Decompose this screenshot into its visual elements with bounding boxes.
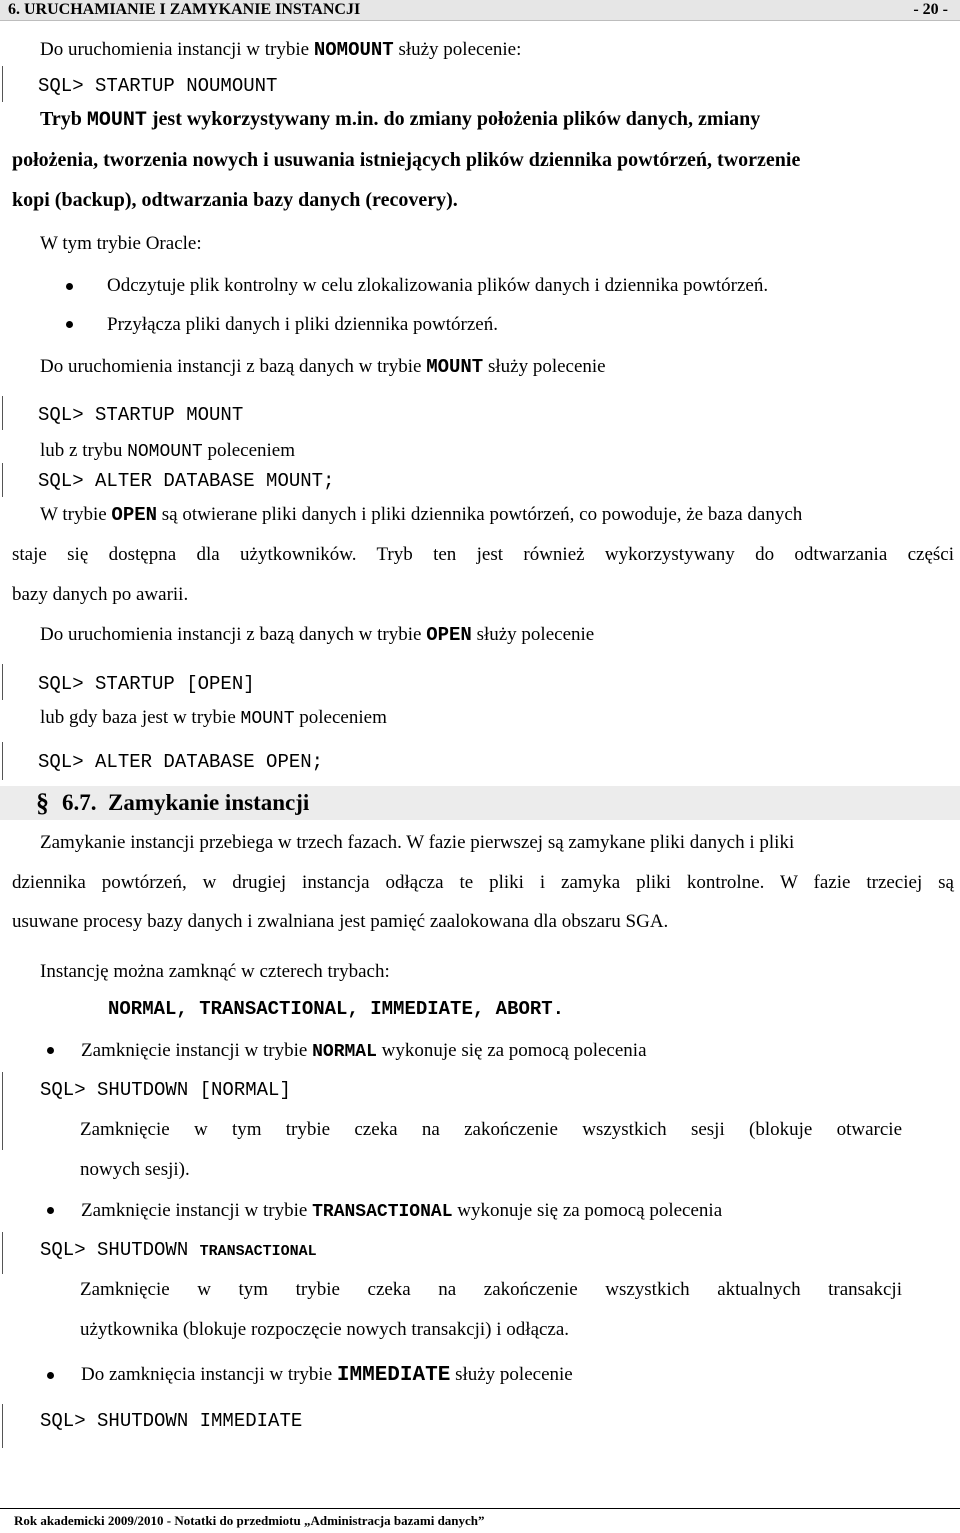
cmd-startup-nomount: SQL> STARTUP NOUMOUNT [38, 75, 278, 97]
modes-list: NORMAL, TRANSACTIONAL, IMMEDIATE, ABORT. [108, 998, 565, 1020]
mount-para-line2: położenia, tworzenia nowych i usuwania istniejących plików dziennika powtórzeń, tworzenie [12, 149, 801, 171]
normal-intro: Zamknięcie instancji w trybie NORMAL wykonuje się za pomocą polecenia [81, 1040, 647, 1062]
oracle-bullet-1: Odczytuje plik kontrolny w celu zlokalizowania plików danych i dziennika powtórzeń. [107, 275, 769, 296]
mode-mount: MOUNT [426, 356, 484, 378]
code-margin-bar [2, 396, 3, 430]
code-margin-bar [2, 1232, 3, 1274]
close-para-line1: Zamykanie instancji przebiega w trzech fazach. W fazie pierwszej są zamykane pliki danych i pliki [40, 832, 795, 853]
bullet [47, 1372, 54, 1379]
code-margin-bar [2, 1404, 3, 1448]
mode-transactional: TRANSACTIONAL [312, 1202, 453, 1222]
or-from-mount: lub gdy baza jest w trybie MOUNT poleceniem [40, 707, 387, 729]
page-header [0, 0, 960, 21]
bullet [47, 1207, 54, 1214]
section-number: 6.7. [62, 790, 97, 815]
footer-text: Rok akademicki 2009/2010 - Notatki do przedmiotu „Administracja bazami danych” [14, 1513, 485, 1528]
close-para-line3: usuwane procesy bazy danych i zwalniana jest pamięć zaalokowana dla obszaru SGA. [12, 911, 669, 932]
cmd-shutdown-immediate: SQL> SHUTDOWN IMMEDIATE [40, 1410, 303, 1432]
nomount-intro: Do uruchomienia instancji w trybie NOMOUNT służy polecenie: [40, 39, 522, 61]
mode-normal: NORMAL [312, 1042, 377, 1062]
open-intro: Do uruchomienia instancji z bazą danych w trybie OPEN służy polecenie [40, 624, 595, 646]
mount-para-line3: kopi (backup), odtwarzania bazy danych (recovery). [12, 189, 458, 211]
cmd-shutdown-normal: SQL> SHUTDOWN [NORMAL] [40, 1079, 291, 1101]
transactional-desc-line1: Zamknięcie w tym trybie czeka na zakończenie wszystkich aktualnych transakcji [80, 1279, 902, 1300]
modes-intro: Instancję można zamknąć w czterech trybach: [40, 961, 390, 982]
code-margin-bar [2, 463, 3, 497]
open-para-line3: bazy danych po awarii. [12, 584, 189, 605]
open-para-line1: W trybie OPEN są otwierane pliki danych i pliki dziennika powtórzeń, co powoduje, że baza danych [40, 504, 803, 526]
section-heading [0, 786, 960, 820]
cmd-shutdown-transactional: SQL> SHUTDOWN TRANSACTIONAL [40, 1239, 317, 1261]
mount-intro: Do uruchomienia instancji z bazą danych w trybie MOUNT służy polecenie [40, 356, 606, 378]
chapter-title: 6. URUCHAMIANIE I ZAMYKANIE INSTANCJI [8, 1, 361, 18]
immediate-intro: Do zamknięcia instancji w trybie IMMEDIATE służy polecenie [81, 1364, 573, 1387]
bullet [66, 321, 73, 328]
cmd-alter-open: SQL> ALTER DATABASE OPEN; [38, 751, 324, 773]
close-para-line2: dziennika powtórzeń, w drugiej instancja odłącza te pliki i zamyka pliki kontrolne. W fazie trzeciej są [12, 872, 954, 893]
section-title: Zamykanie instancji [108, 790, 310, 815]
section-symbol: § [36, 788, 49, 817]
bullet [47, 1047, 54, 1054]
bullet [66, 283, 73, 290]
code-margin-bar [2, 742, 3, 780]
mount-para-line1: Tryb MOUNT jest wykorzystywany m.in. do zmiany położenia plików danych, zmiany [40, 108, 761, 132]
normal-desc-line1: Zamknięcie w tym trybie czeka na zakończenie wszystkich sesji (blokuje otwarcie [80, 1119, 902, 1140]
transactional-desc-line2: użytkownika (blokuje rozpoczęcie nowych transakcji) i odłącza. [80, 1319, 570, 1340]
page-footer [0, 1508, 960, 1533]
normal-desc-line2: nowych sesji). [80, 1159, 190, 1180]
cmd-startup-mount: SQL> STARTUP MOUNT [38, 404, 244, 426]
mode-open: OPEN [426, 624, 472, 646]
cmd-startup-open: SQL> STARTUP [OPEN] [38, 673, 255, 695]
mode-immediate: IMMEDIATE [336, 1364, 451, 1387]
or-from-nomount: lub z trybu NOMOUNT poleceniem [40, 440, 296, 462]
code-margin-bar [2, 66, 3, 102]
mode-nomount: NOMOUNT [313, 39, 394, 61]
oracle-intro: W tym trybie Oracle: [40, 233, 202, 254]
code-margin-bar [2, 1072, 3, 1114]
cmd-alter-mount: SQL> ALTER DATABASE MOUNT; [38, 470, 335, 492]
code-margin-bar [2, 664, 3, 700]
code-margin-bar [2, 1114, 3, 1150]
transactional-intro: Zamknięcie instancji w trybie TRANSACTIONAL wykonuje się za pomocą polecenia [81, 1200, 723, 1222]
oracle-bullet-2: Przyłącza pliki danych i pliki dziennika powtórzeń. [107, 314, 498, 335]
page-number: - 20 - [913, 1, 948, 18]
open-para-line2: staje się dostępna dla użytkowników. Tryb ten jest również wykorzystywany do odtwarzania części [12, 544, 954, 565]
